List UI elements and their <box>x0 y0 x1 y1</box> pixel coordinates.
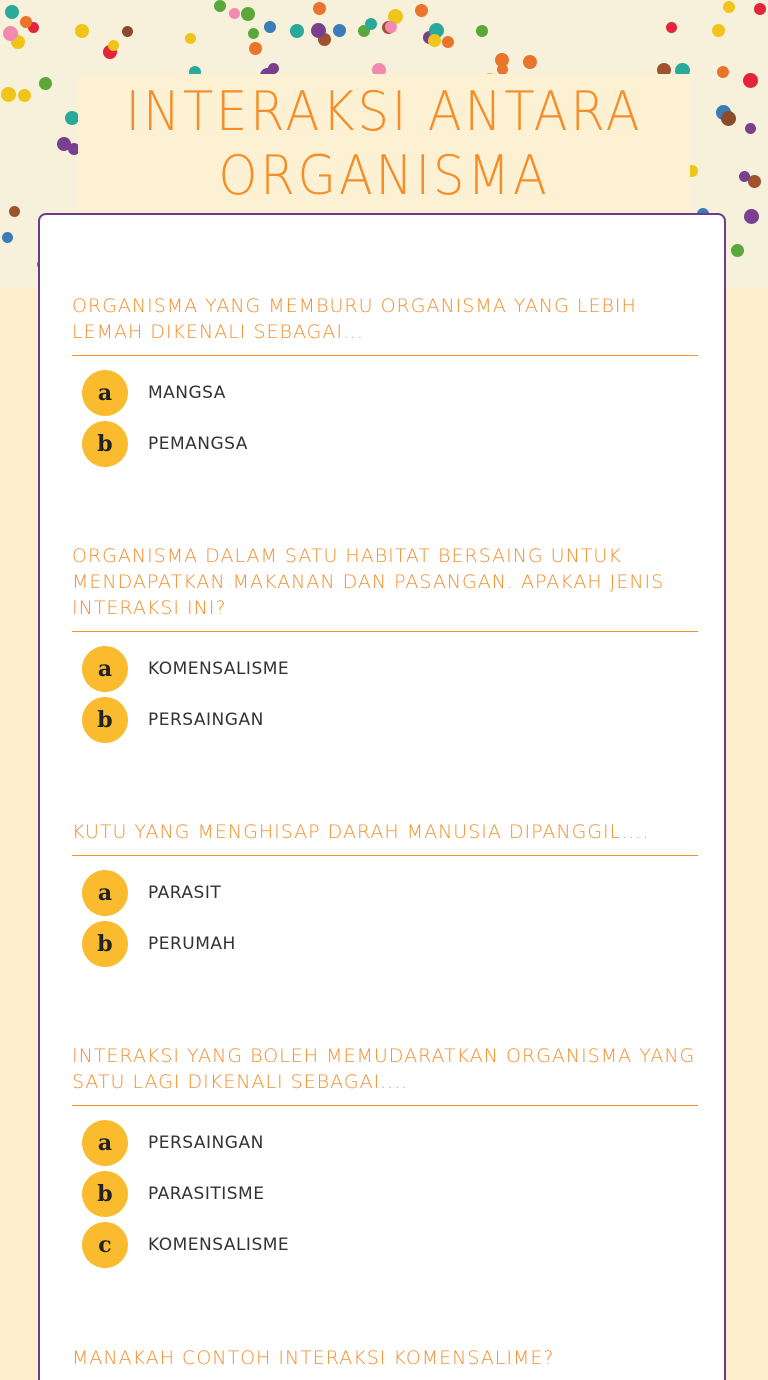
answer-options <box>72 1120 698 1268</box>
answer-option-b[interactable] <box>72 421 698 467</box>
polka-dot <box>18 89 31 102</box>
polka-dot <box>313 2 326 15</box>
option-letter-badge: b <box>82 697 128 743</box>
question-text: MANAKAH CONTOH INTERAKSI KOMENSALIME? <box>72 1347 555 1369</box>
answer-option-a[interactable] <box>72 646 698 692</box>
polka-dot <box>745 123 756 134</box>
title-banner <box>78 74 690 214</box>
polka-dot <box>20 16 32 28</box>
option-label: PEMANGSA <box>148 434 248 454</box>
option-label: MANGSA <box>148 383 226 403</box>
polka-dot <box>9 206 20 217</box>
answer-option-a[interactable] <box>72 1120 698 1166</box>
option-letter-badge: c <box>82 1222 128 1268</box>
polka-dot <box>739 171 750 182</box>
answer-option-b[interactable] <box>72 697 698 743</box>
question-text: ORGANISMA YANG MEMBURU ORGANISMA YANG LEBIH LEMAH DIKENALI SEBAGAI... <box>72 293 698 356</box>
polka-dot <box>754 3 766 15</box>
option-label: PERUMAH <box>148 934 236 954</box>
option-label: KOMENSALISME <box>148 659 290 679</box>
polka-dot <box>743 73 758 88</box>
polka-dot <box>108 40 119 51</box>
question-text: KUTU YANG MENGHISAP DARAH MANUSIA DIPANGGIL.... <box>72 819 698 856</box>
option-letter-badge: a <box>82 370 128 416</box>
polka-dot <box>476 25 488 37</box>
polka-dot <box>1 87 16 102</box>
option-letter-badge: a <box>82 870 128 916</box>
polka-dot <box>229 8 240 19</box>
question-5 <box>72 1345 698 1380</box>
polka-dot <box>249 42 262 55</box>
polka-dot <box>495 53 509 67</box>
question-3 <box>72 819 698 972</box>
polka-dot <box>264 21 276 33</box>
polka-dot <box>415 4 428 17</box>
page-title: INTERAKSI ANTARA ORGANISMA <box>125 80 643 207</box>
option-label: PERSAINGAN <box>148 710 264 730</box>
option-label: KOMENSALISME <box>148 1235 290 1255</box>
option-letter-badge: b <box>82 421 128 467</box>
polka-dot <box>75 24 89 38</box>
polka-dot <box>290 24 304 38</box>
answer-options <box>72 370 698 467</box>
answer-option-a[interactable] <box>72 870 698 916</box>
option-letter-badge: b <box>82 1171 128 1217</box>
polka-dot <box>2 232 13 243</box>
polka-dot <box>723 1 735 13</box>
polka-dot <box>385 21 397 33</box>
polka-dot <box>744 209 759 224</box>
polka-dot <box>65 111 79 125</box>
question-text: INTERAKSI YANG BOLEH MEMUDARATKAN ORGANISMA YANG SATU LAGI DIKENALI SEBAGAI.... <box>72 1043 698 1106</box>
polka-dot <box>311 23 326 38</box>
polka-dot <box>185 33 196 44</box>
polka-dot <box>428 34 441 47</box>
polka-dot <box>666 22 677 33</box>
polka-dot <box>442 36 454 48</box>
option-letter-badge: a <box>82 1120 128 1166</box>
polka-dot <box>717 66 729 78</box>
polka-dot <box>39 77 52 90</box>
answer-options <box>72 646 698 743</box>
polka-dot <box>523 55 537 69</box>
polka-dot <box>721 111 736 126</box>
answer-option-a[interactable] <box>72 370 698 416</box>
polka-dot <box>731 244 744 257</box>
polka-dot <box>5 5 19 19</box>
question-2 <box>72 543 698 748</box>
answer-options <box>72 870 698 967</box>
polka-dot <box>214 0 226 12</box>
question-1 <box>72 293 698 472</box>
polka-dot <box>122 26 133 37</box>
option-letter-badge: b <box>82 921 128 967</box>
answer-option-c[interactable] <box>72 1222 698 1268</box>
question-4 <box>72 1043 698 1273</box>
answer-option-b[interactable] <box>72 1171 698 1217</box>
polka-dot <box>3 26 18 41</box>
question-text: ORGANISMA DALAM SATU HABITAT BERSAING UNTUK MENDAPATKAN MAKANAN DAN PASANGAN. APAKAH JENIS INTERAKSI INI? <box>72 543 698 632</box>
answer-option-b[interactable] <box>72 921 698 967</box>
polka-dot <box>712 24 725 37</box>
polka-dot <box>248 28 259 39</box>
polka-dot <box>333 24 346 37</box>
option-letter-badge: a <box>82 646 128 692</box>
polka-dot <box>365 18 377 30</box>
polka-dot <box>241 7 255 21</box>
option-label: PARASIT <box>148 883 222 903</box>
option-label: PERSAINGAN <box>148 1133 264 1153</box>
option-label: PARASITISME <box>148 1184 265 1204</box>
questions-card <box>38 213 726 1380</box>
